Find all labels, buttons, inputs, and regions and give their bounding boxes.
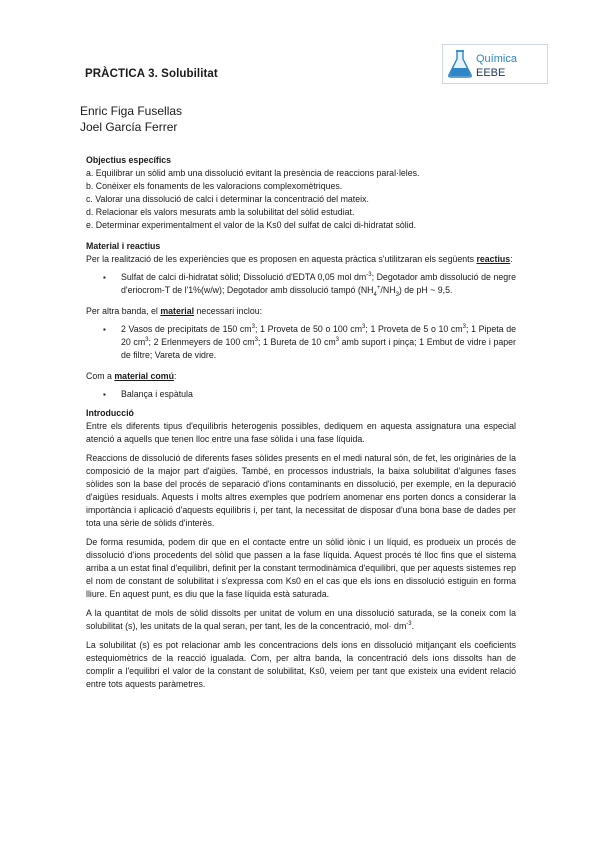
superscript: 3 [335, 337, 340, 344]
bullet-icon: ▪ [103, 273, 106, 282]
practice-title: PRÀCTICA 3. Solubilitat [85, 68, 218, 80]
reactius-part: Sulfat de calci di-hidratat sòlid; Dissolució d'EDTA 0,05 mol dm [121, 272, 367, 282]
material-list-item [86, 323, 516, 362]
bullet-icon: ▪ [103, 325, 106, 334]
superscript: -3 [366, 272, 372, 279]
material-part: ; 1 Bureta de 10 cm [257, 337, 336, 347]
common-material-item [86, 388, 516, 401]
superscript: 3 [251, 324, 255, 331]
document-body [86, 154, 516, 691]
material-part: ; 1 Pipeta de 20 cm [121, 324, 516, 347]
reactius-text [121, 272, 516, 298]
common-material-intro [86, 370, 516, 383]
superscript: 3 [462, 324, 466, 331]
reactius-list-item [86, 271, 516, 297]
superscript: 3 [145, 337, 149, 344]
reactius-colon: : [510, 254, 513, 264]
reactius-part: ; Degotador amb dissolució de negre d'eriocrom-T de l'1%(w/w); Degotador amb dissolució tampó (NH [121, 272, 516, 295]
intro-paragraph: Reaccions de dissolució de diferents fases sòlides presents en el medi natural són, de fet, les originàries de la composició de la major part d'aigües. També, en processos industrials, la baixa solubilitat d'algunes fases sòlides son la base del procés de separació d'ions contaminants en dissolució, per exemple, en la depuració d'aigües residuals. Aquests i molts altres exemples que podríem anomenar ens porten doncs a considerar la importància i aplicació d'aquests equilibris i, per tant, la necessitat de disposar d'una bona base de dades per tota una sèrie de sòlids d'interès. [86, 453, 516, 528]
material-part: ; 1 Proveta de 5 o 10 cm [365, 324, 463, 334]
reactius-label: reactius [476, 254, 511, 264]
common-intro-text: Com a [86, 371, 115, 381]
superscript: 3 [362, 324, 366, 331]
bullet-icon: ▪ [103, 390, 106, 399]
objective-item: e. Determinar experimentalment el valor de la Ks0 del sulfat de calci di-hidratat sòlid. [86, 220, 417, 230]
material-part: 2 Vasos de precipitats de 150 cm [121, 324, 252, 334]
objective-item: c. Valorar una dissolució de calci i determinar la concentració del mateix. [86, 194, 369, 204]
logo-text-eebe: EEBE [476, 67, 506, 79]
intro-text: . [411, 621, 415, 631]
authors [80, 103, 182, 135]
material-intro-text: Per altra banda, el [86, 306, 161, 316]
intro-paragraph: Entre els diferents tipus d'equilibris heterogenis possibles, dediquem en aquesta assignatura una especial atenció a aquells que tenen lloc entre una fase sòlida i una fase líquida. [86, 421, 516, 444]
materials-intro-text: Per la realització de les experiències que es proposen en aquesta pràctica s'utilitzaran els següents [86, 254, 474, 264]
quimica-eebe-logo [442, 44, 548, 84]
logo-text-quimica: Química [476, 53, 517, 65]
reactius-part: ) de pH ~ 9,5. [398, 285, 453, 295]
intro-text: A la quantitat de mols de sòlid dissolts per unitat de volum en una dissolució saturada, se la coneix com la solubilitat (s), les unitats de la qual seran, per tant, les de la concentració, mol· dm [86, 608, 516, 631]
intro-paragraph [86, 607, 516, 633]
material-label: material [160, 306, 195, 316]
material-intro [86, 305, 516, 318]
materials-intro [86, 253, 516, 266]
common-material-label: material comú [114, 371, 175, 381]
common-material-text: Balança i espàtula [121, 389, 193, 399]
material-part: amb suport i pinça; 1 Embut de vidre i paper de filtre; Vareta de vidre. [121, 337, 516, 360]
author-name: Joel García Ferrer [80, 120, 178, 134]
author-name: Enric Figa Fusellas [80, 104, 183, 118]
material-part: ; 2 Erlenmeyers de 100 cm [148, 337, 255, 347]
material-text [121, 324, 516, 360]
reactius-part: /NH [380, 285, 396, 295]
objective-item: d. Relacionar els valors mesurats amb la solubilitat del sòlid estudiat. [86, 207, 355, 217]
superscript: + [376, 285, 381, 292]
common-intro-text: : [174, 371, 177, 381]
superscript: 3 [254, 337, 258, 344]
intro-paragraph: De forma resumida, podem dir que en el contacte entre un sòlid iònic i un líquid, es produeix un procés de dissolució d'ions procedents del sòlid que passen a la fase líquida. Aquest procés té lloc fins que el sistema arriba a un estat final d'equilibri, definit per la constant termodinàmica d'equilibri, que per aquests sistemes rep el nom de constant de solubilitat i s'expressa com Ks0 en el cas que els ions en dissolució estiguin en forma lliure. En aquest punt, es diu que la fase líquida està saturada. [86, 537, 516, 599]
material-part: ; 1 Proveta de 50 o 100 cm [254, 324, 363, 334]
objective-item: b. Conèixer els fonaments de les valoracions complexomètriques. [86, 181, 343, 191]
superscript: -3 [406, 621, 412, 628]
subscript: 4 [373, 291, 377, 298]
objective-item: a. Equilibrar un sòlid amb una dissolució evitant la presència de reaccions paral·leles. [86, 168, 420, 178]
material-intro-text: necessari inclou: [194, 306, 263, 316]
introduction-heading: Introducció [86, 408, 134, 418]
flask-icon [447, 49, 473, 79]
subscript: 3 [395, 291, 399, 298]
objectives-heading: Objectius específics [86, 155, 172, 165]
intro-paragraph: La solubilitat (s) es pot relacionar amb les concentracions dels ions en dissolució mitjançant els coeficients estequiomètrics de la reacció igualada. Com, per altra banda, la concentració dels ions dissolts han de complir a l'equilibri el valor de la constant de solubilitat, Ks0, veiem per tant que existeix una evident relació entre tots aquests paràmetres. [86, 640, 516, 689]
materials-heading: Material i reactius [86, 241, 161, 251]
objectives-list [86, 167, 516, 232]
